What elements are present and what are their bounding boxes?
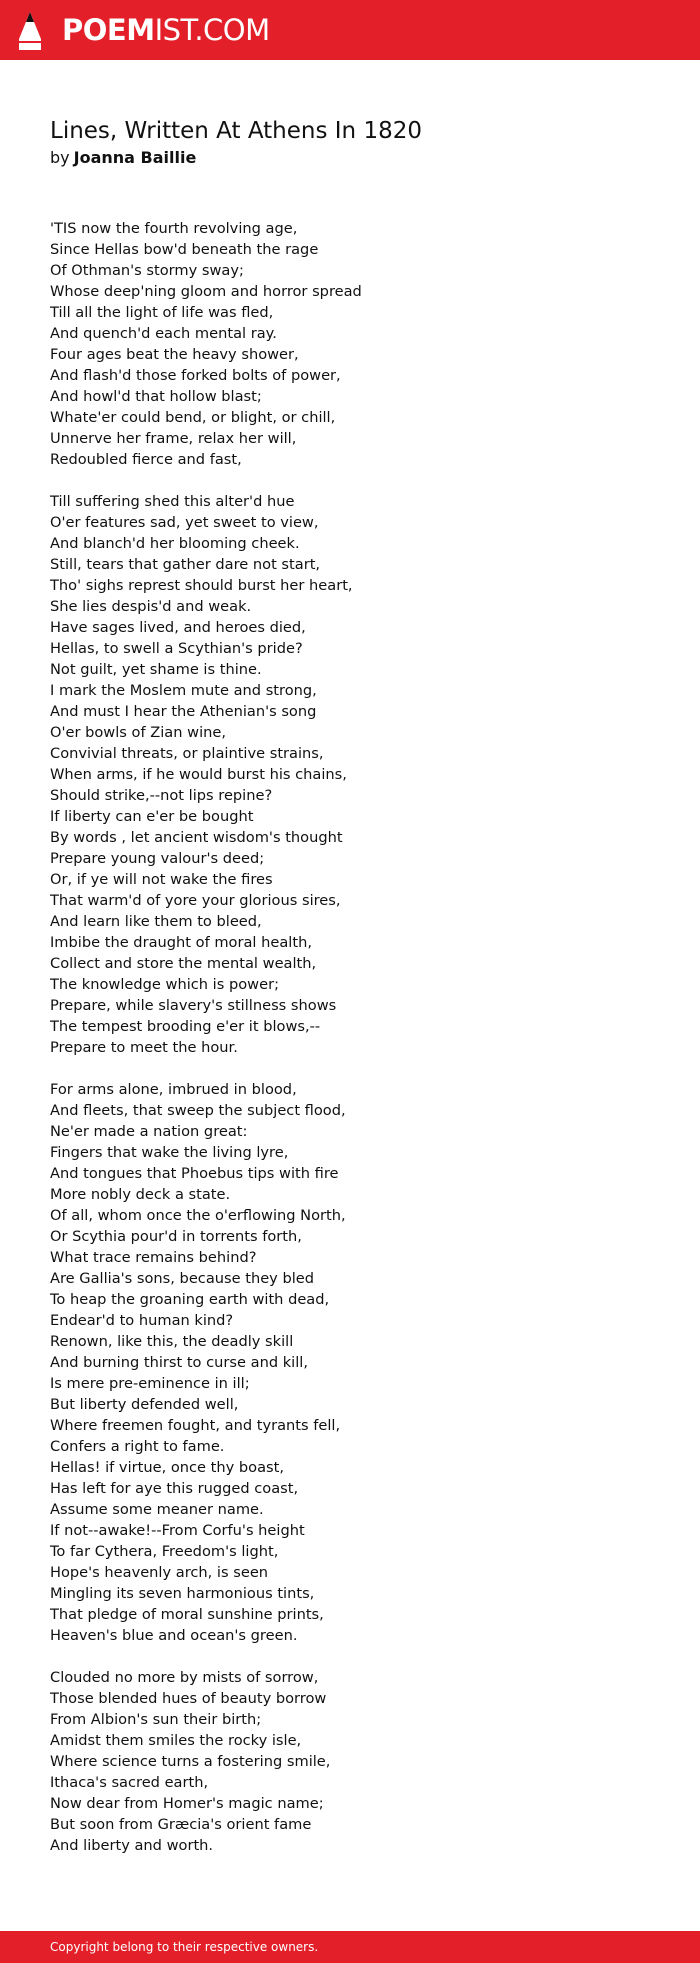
poem-line: Where science turns a fostering smile, — [50, 1753, 331, 1770]
poem-stanza — [50, 218, 670, 470]
poem-line: What trace remains behind? — [50, 1249, 257, 1266]
copyright-text: Copyright belong to their respective owners. — [50, 1940, 319, 1954]
poem-line: Of all, whom once the o'erflowing North, — [50, 1207, 346, 1224]
poem-line: But liberty defended well, — [50, 1396, 239, 1413]
poem-line: Of Othman's stormy sway; — [50, 262, 244, 279]
author-name[interactable]: Joanna Baillie — [73, 148, 197, 167]
poem-line: Amidst them smiles the rocky isle, — [50, 1732, 302, 1749]
poem-line: Not guilt, yet shame is thine. — [50, 661, 262, 678]
poem-line: And howl'd that hollow blast; — [50, 388, 262, 405]
poem-line: And fleets, that sweep the subject flood, — [50, 1102, 346, 1119]
poem-line: Heaven's blue and ocean's green. — [50, 1627, 298, 1644]
poem-line: Prepare to meet the hour. — [50, 1039, 238, 1056]
poem-line: If liberty can e'er be bought — [50, 808, 254, 825]
poem-line: And tongues that Phoebus tips with fire — [50, 1165, 339, 1182]
poem-body — [50, 218, 670, 1877]
poem-line: Hellas, to swell a Scythian's pride? — [50, 640, 303, 657]
poem-line: Hope's heavenly arch, is seen — [50, 1564, 269, 1581]
poem-line: Still, tears that gather dare not start, — [50, 556, 321, 573]
poem-line: And liberty and worth. — [50, 1837, 214, 1854]
poem-line: Now dear from Homer's magic name; — [50, 1795, 324, 1812]
poem-line: And blanch'd her blooming cheek. — [50, 535, 300, 552]
poem-line: She lies despis'd and weak. — [50, 598, 252, 615]
poem-line: And quench'd each mental ray. — [50, 325, 277, 342]
poem-line: And must I hear the Athenian's song — [50, 703, 317, 720]
poem-line: O'er bowls of Zian wine, — [50, 724, 226, 741]
site-header — [0, 0, 700, 60]
poem-line: That pledge of moral sunshine prints, — [50, 1606, 324, 1623]
poem-line: That warm'd of yore your glorious sires, — [50, 892, 341, 909]
poem-line: The tempest brooding e'er it blows,-- — [50, 1018, 321, 1035]
poem-line: Assume some meaner name. — [50, 1501, 264, 1518]
poem-stanza — [50, 1079, 670, 1646]
poem-line: To far Cythera, Freedom's light, — [50, 1543, 279, 1560]
site-logo[interactable] — [62, 12, 270, 48]
poem-line: Has left for aye this rugged coast, — [50, 1480, 299, 1497]
poem-line: When arms, if he would burst his chains, — [50, 766, 347, 783]
poem-line: Are Gallia's sons, because they bled — [50, 1270, 315, 1287]
poem-line: 'TIS now the fourth revolving age, — [50, 220, 298, 237]
logo-text-light: IST.COM — [154, 13, 270, 47]
poem-line: The knowledge which is power; — [50, 976, 279, 993]
site-footer — [0, 1931, 700, 1963]
poem-line: O'er features sad, yet sweet to view, — [50, 514, 319, 531]
logo-text-bold: POEM — [62, 13, 155, 47]
poem-line: Should strike,--not lips repine? — [50, 787, 273, 804]
poem-line: Ithaca's sacred earth, — [50, 1774, 209, 1791]
poem-line: Redoubled fierce and fast, — [50, 451, 242, 468]
poem-line: Tho' sighs represt should burst her heart, — [50, 577, 353, 594]
poem-line: Fingers that wake the living lyre, — [50, 1144, 289, 1161]
poem-line: Is mere pre-eminence in ill; — [50, 1375, 250, 1392]
poem-line: Since Hellas bow'd beneath the rage — [50, 241, 319, 258]
poem-title: Lines, Written At Athens In 1820 — [50, 118, 422, 144]
poem-line: Collect and store the mental wealth, — [50, 955, 317, 972]
poem-line: And flash'd those forked bolts of power, — [50, 367, 341, 384]
poem-line: Whate'er could bend, or blight, or chill, — [50, 409, 336, 426]
poem-line: Till all the light of life was fled, — [50, 304, 274, 321]
poem-stanza — [50, 491, 670, 1058]
poem-line: Or, if ye will not wake the fires — [50, 871, 273, 888]
poem-line: Ne'er made a nation great: — [50, 1123, 248, 1140]
poem-line: Prepare young valour's deed; — [50, 850, 265, 867]
poem-line: And burning thirst to curse and kill, — [50, 1354, 308, 1371]
poem-line: For arms alone, imbrued in blood, — [50, 1081, 297, 1098]
poem-line: Convivial threats, or plaintive strains, — [50, 745, 324, 762]
poem-line: But soon from Græcia's orient fame — [50, 1816, 312, 1833]
poem-line: If not--awake!--From Corfu's height — [50, 1522, 305, 1539]
poem-line: Imbibe the draught of moral health, — [50, 934, 312, 951]
by-label: by — [50, 148, 70, 167]
poem-line: Four ages beat the heavy shower, — [50, 346, 299, 363]
poem-line: More nobly deck a state. — [50, 1186, 231, 1203]
poem-line: Those blended hues of beauty borrow — [50, 1690, 327, 1707]
poem-line: And learn like them to bleed, — [50, 913, 262, 930]
poem-line: Have sages lived, and heroes died, — [50, 619, 306, 636]
poem-line: Unnerve her frame, relax her will, — [50, 430, 297, 447]
poem-line: Or Scythia pour'd in torrents forth, — [50, 1228, 302, 1245]
poem-line: Till suffering shed this alter'd hue — [50, 493, 295, 510]
poem-line: Confers a right to fame. — [50, 1438, 225, 1455]
poem-line: Mingling its seven harmonious tints, — [50, 1585, 315, 1602]
poem-line: Where freemen fought, and tyrants fell, — [50, 1417, 341, 1434]
poem-line: Whose deep'ning gloom and horror spread — [50, 283, 362, 300]
poem-line: Prepare, while slavery's stillness shows — [50, 997, 337, 1014]
poem-line: Renown, like this, the deadly skill — [50, 1333, 294, 1350]
poem-line: By words , let ancient wisdom's thought — [50, 829, 343, 846]
poem-line: From Albion's sun their birth; — [50, 1711, 262, 1728]
poem-line: To heap the groaning earth with dead, — [50, 1291, 330, 1308]
poem-line: I mark the Moslem mute and strong, — [50, 682, 317, 699]
poem-line: Hellas! if virtue, once thy boast, — [50, 1459, 285, 1476]
poem-line: Endear'd to human kind? — [50, 1312, 234, 1329]
pencil-tip-icon[interactable] — [15, 11, 45, 51]
poem-line: Clouded no more by mists of sorrow, — [50, 1669, 319, 1686]
poem-stanza — [50, 1667, 670, 1856]
byline — [50, 146, 196, 170]
